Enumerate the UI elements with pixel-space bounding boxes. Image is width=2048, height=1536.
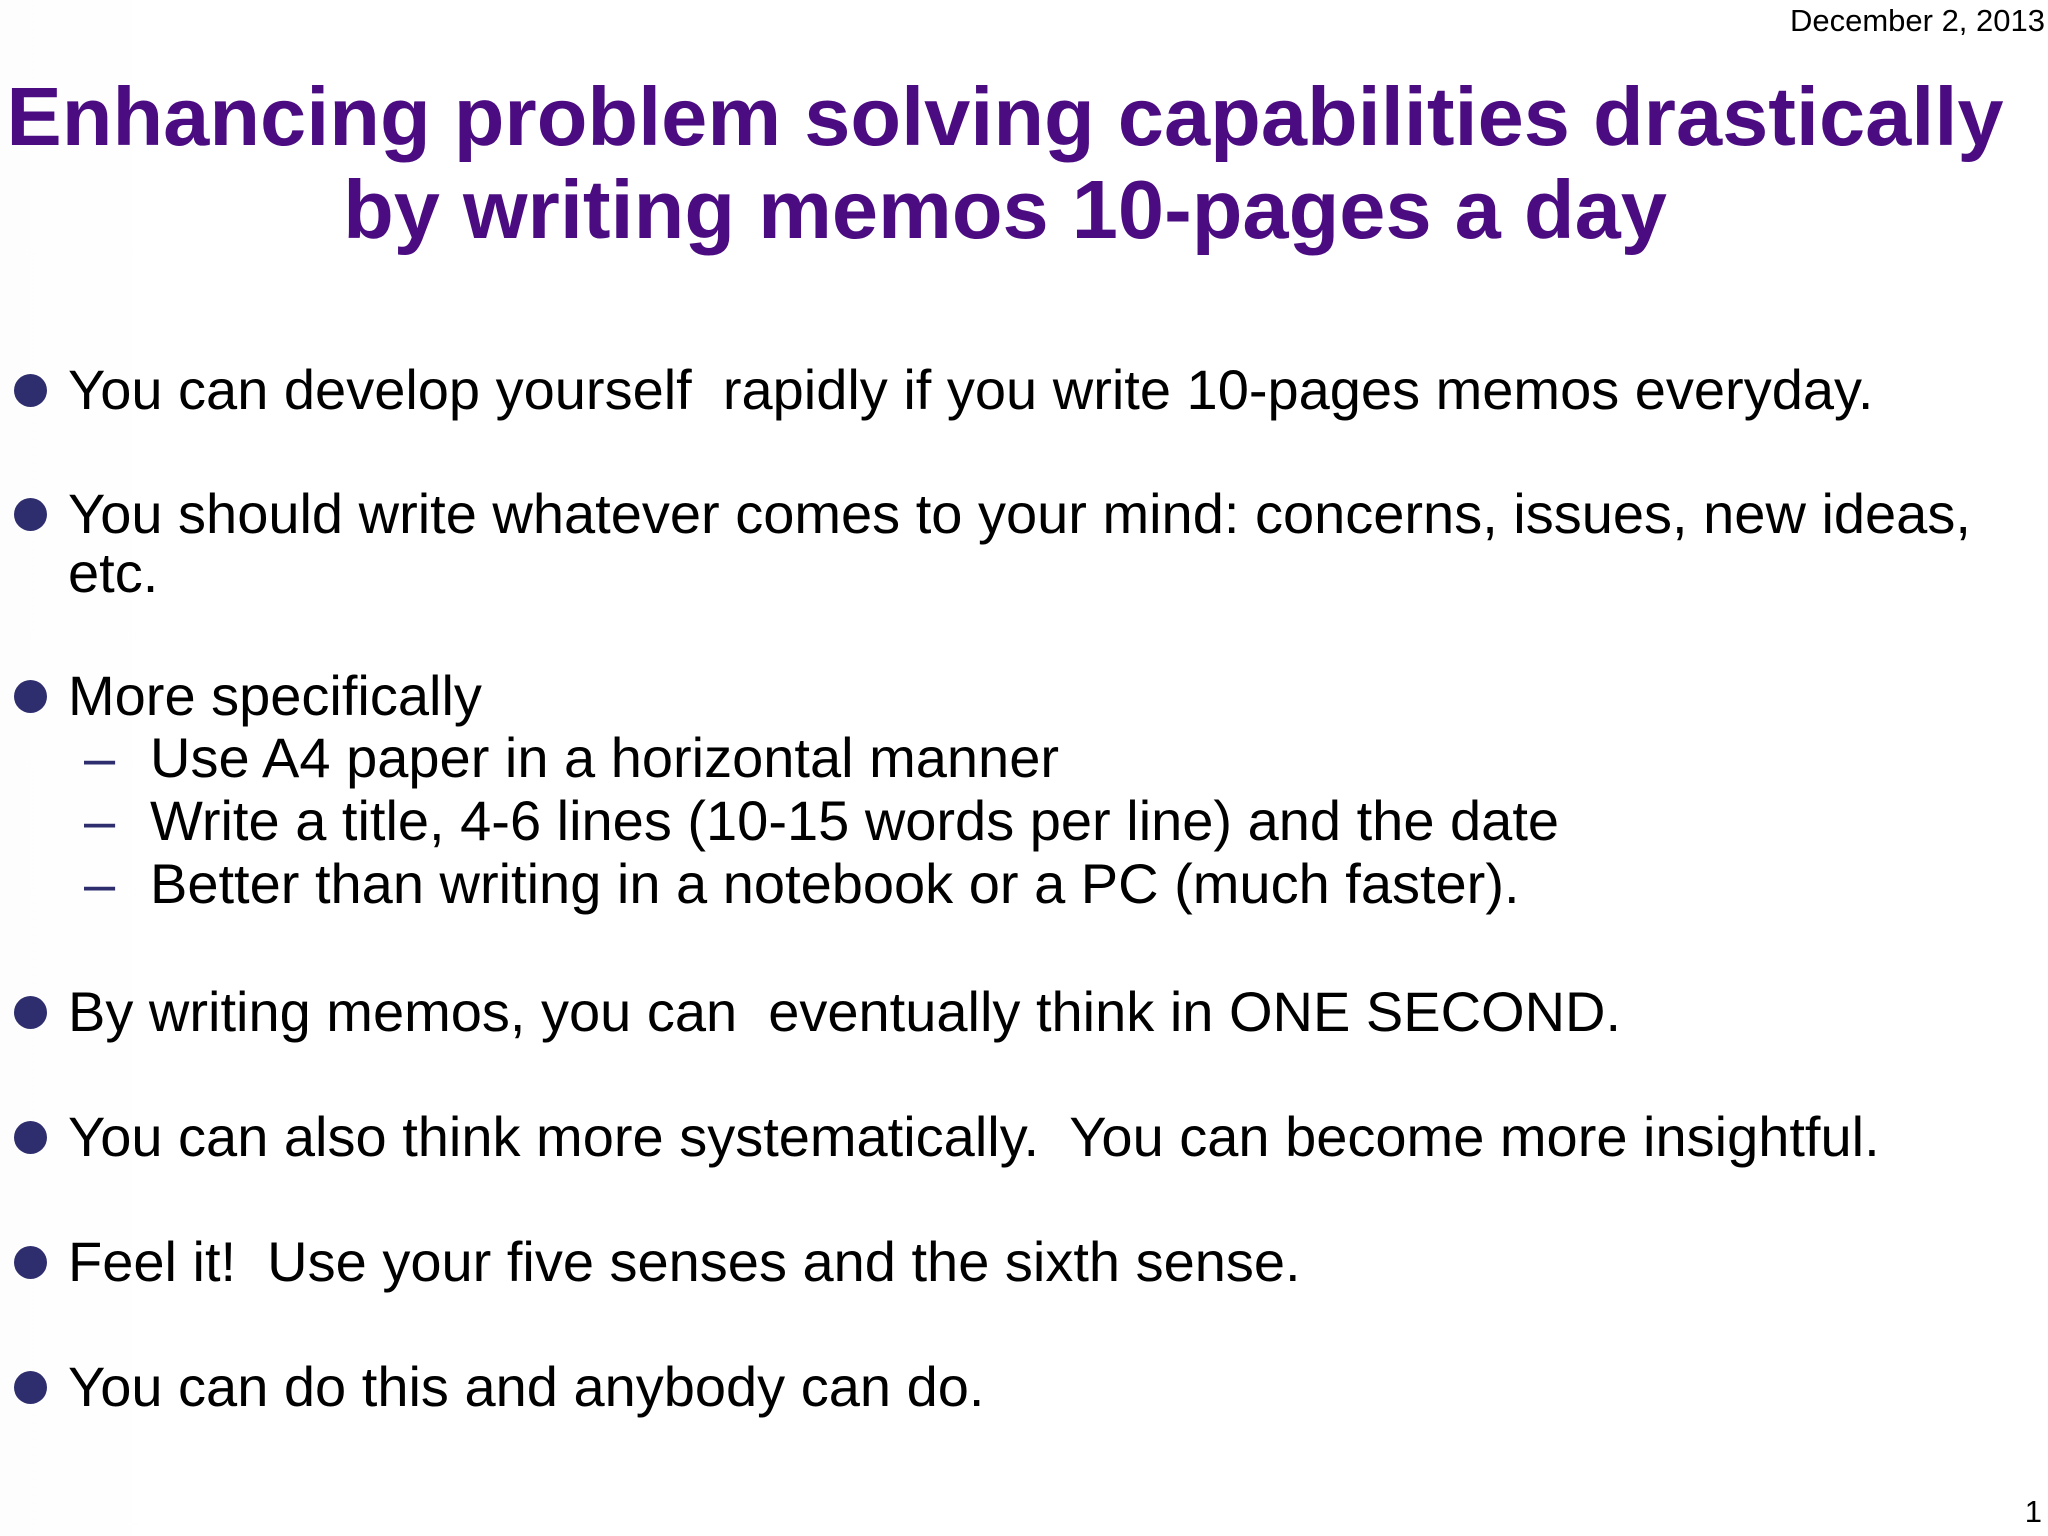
bullet-dot-icon xyxy=(14,374,47,407)
title-line-2: by writing memos 10-pages a day xyxy=(343,163,1667,256)
bullet-text: You can do this and anybody can do. xyxy=(68,1355,985,1418)
slide-title xyxy=(0,70,2010,256)
sub-item-text: Use A4 paper in a horizontal manner xyxy=(150,726,1059,789)
page-number: 1 xyxy=(2024,1494,2042,1529)
sub-item-text: Write a title, 4-6 lines (10-15 words per line) and the date xyxy=(150,789,1560,852)
bullet-dot-icon xyxy=(14,1121,47,1154)
bullet-dot-icon xyxy=(14,996,47,1029)
bullet-dot-icon xyxy=(14,680,47,713)
bullet-text: You should write whatever comes to your mind: concerns, issues, new ideas, etc. xyxy=(68,482,1987,604)
bullet-dot-icon xyxy=(14,1246,47,1279)
slide-date: December 2, 2013 xyxy=(1789,3,2045,38)
dash-icon: – xyxy=(84,852,116,915)
sub-item-text: Better than writing in a notebook or a PC (much faster). xyxy=(150,852,1520,915)
bullet-dot-icon xyxy=(14,498,47,531)
title-line-1: Enhancing problem solving capabilities drastically xyxy=(6,70,2004,163)
bullet-text: Feel it! Use your five senses and the sixth sense. xyxy=(68,1230,1301,1293)
dash-icon: – xyxy=(84,726,116,789)
bullet-text: By writing memos, you can eventually think in ONE SECOND. xyxy=(68,980,1622,1043)
bullet-text: You can also think more systematically. You can become more insightful. xyxy=(68,1105,1880,1168)
bullet-text: More specifically xyxy=(68,664,482,727)
bullet-text: You can develop yourself rapidly if you write 10-pages memos everyday. xyxy=(68,358,1874,421)
bullet-dot-icon xyxy=(14,1371,47,1404)
dash-icon: – xyxy=(84,789,116,852)
